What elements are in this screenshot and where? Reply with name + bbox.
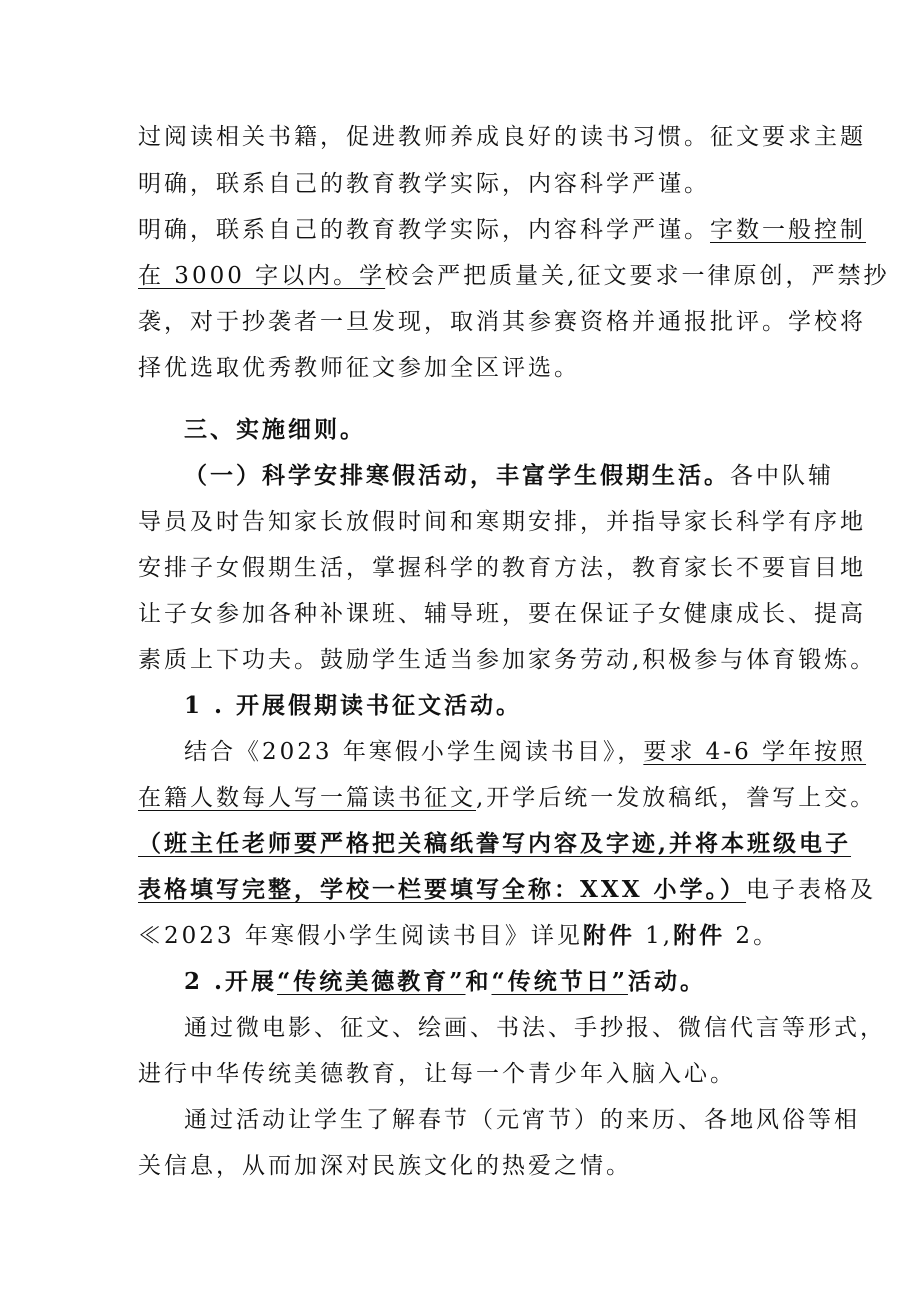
item-1-line-3: （班主任老师要严格把关稿纸誊写内容及字迹,并将本班级电子	[138, 830, 852, 857]
item-1-line-2: 在籍人数每人写一篇读书征文,开学后统一发放稿纸，誊写上交。	[138, 785, 877, 811]
para-1-line-3: 明确，联系自己的教育教学实际，内容科学严谨。字数一般控制	[138, 217, 866, 243]
section-heading: 三、实施细则。	[184, 416, 366, 443]
item-2-para-2-line-1: 通过活动让学生了解春节（元宵节）的来历、各地风俗等相	[184, 1107, 860, 1133]
item-2-para-1-line-2: 进行中华传统美德教育，让每一个青少年入脑入心。	[138, 1061, 736, 1087]
para-1-line-4: 在 3000 字以内。学校会严把质量关,征文要求一律原创，严禁抄	[138, 263, 890, 289]
para-2-line-5: 素质上下功夫。鼓励学生适当参加家务劳动,积极参与体育锻炼。	[138, 647, 877, 673]
para-2-line-2: 导员及时告知家长放假时间和寒期安排，并指导家长科学有序地	[138, 509, 866, 535]
para-1-line-6: 择优选取优秀教师征文参加全区评选。	[138, 355, 580, 381]
para-2-line-1: （一）科学安排寒假活动，丰富学生假期生活。各中队辅	[184, 462, 834, 489]
item-1-line-1: 结合《2023 年寒假小学生阅读书目》，要求 4-6 学年按照	[184, 739, 867, 765]
item-2-para-2-line-2: 关信息，从而加深对民族文化的热爱之情。	[138, 1153, 632, 1179]
para-2-line-3: 安排子女假期生活，掌握科学的教育方法，教育家长不要盲目地	[138, 555, 866, 581]
para-1-line-5: 袭，对于抄袭者一旦发现，取消其参赛资格并通报批评。学校将	[138, 309, 866, 335]
item-2-para-1-line-1: 通过微电影、征文、绘画、书法、手抄报、微信代言等形式，	[184, 1015, 886, 1041]
item-1-line-5: ≪2023 年寒假小学生阅读书目》详见附件 1,附件 2。	[138, 922, 780, 949]
para-2-line-4: 让子女参加各种补课班、辅导班，要在保证子女健康成长、提高	[138, 601, 866, 627]
item-2-heading: 2 .开展“传统美德教育”和“传统节日”活动。	[184, 968, 706, 995]
para-1-line-1: 过阅读相关书籍，促进教师养成良好的读书习惯。征文要求主题	[138, 124, 866, 150]
item-1-heading: 1 . 开展假期读书征文活动。	[184, 692, 523, 719]
para-1-line-2: 明确，联系自己的教育教学实际，内容科学严谨。	[138, 171, 710, 197]
item-1-line-4: 表格填写完整，学校一栏要填写全称：XXX 小学。）电子表格及	[138, 876, 877, 903]
